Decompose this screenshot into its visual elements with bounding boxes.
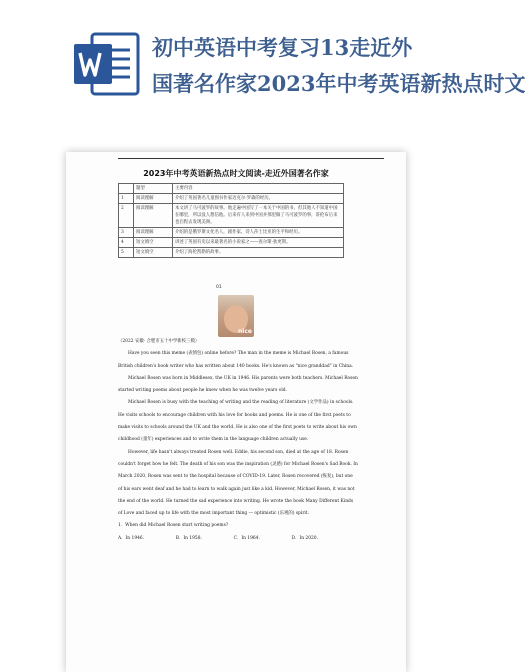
table-cell: 阅读理解 (134, 228, 173, 238)
banner-title-line2: 国著名作家2023年中考英语新热点时文 (152, 71, 525, 96)
table-cell: 阅读理解 (134, 204, 173, 228)
table-header-cell: 题型 (134, 184, 173, 194)
banner-title-line1: 初中英语中考复习13走近外 (152, 35, 413, 60)
table-header-cell: 主要内容 (173, 184, 344, 194)
meme-photo (218, 295, 254, 337)
table-row (119, 248, 344, 258)
header-rule (118, 158, 384, 159)
table-header-row (119, 184, 344, 194)
table-cell: 4 (119, 238, 134, 248)
answer-options (118, 533, 318, 545)
table-cell: 阅读理解 (134, 194, 173, 204)
paragraph: Michael Rosen was born in Middlesex, the UK in 1946. His parents were both teachers. Michael Rosen started writing poems about people he knew when he was twelve years old. (118, 375, 358, 394)
table-cell: 2 (119, 204, 134, 228)
table-cell: 介绍的是俄罗斯文化名人，剧作家、诗人莎士比亚的生平和经历。 (173, 228, 344, 238)
photo-caption: nice (238, 328, 252, 335)
question: 1．When did Michael Rosen start writing poems? (118, 523, 229, 529)
section-number: 01 (216, 285, 222, 290)
paragraph: However, life hasn't always treated Rosen well. Eddie, his second son, died at the age of 18. Rosen couldn't forget how he felt. The death of his son was the inspiration (灵感) for Michael Rosen's Sad Book. In March 2020, Rosen was sent to the hospital because of COVID-19. Later, Rosen recovered (恢复), but one of his ears went deaf and he had to learn to walk again just like a kid. However, Michael Rosen, it was not the end of the world. He turned the sad experience into writing. He wrote the book Many Different Kinds of Love and faced up to life with the most important thing — optimistic (乐观的) spirit. (118, 449, 358, 517)
document-title: 2023年中考英语新热点时文阅读-走近外国著名作家 (143, 169, 329, 178)
table-row (119, 228, 344, 238)
table-cell: 讲述了英国有史以来最著名的小说家之——查尔斯·狄更斯。 (173, 238, 344, 248)
paragraph: Have you seen this meme (表情包) online before? The man in the meme is Michael Rosen, a famous British children's book writer who has written about 140 books. He's known as "nice granddad" in China. (118, 351, 354, 369)
table-cell: 介绍了英国著名儿童图书作家迈克尔·罗森的经历。 (173, 194, 344, 204)
table-cell: 1 (119, 194, 134, 204)
source-line: （2022 安徽· 合肥市五十中学新校三模） (118, 339, 200, 344)
table-cell: 短文填空 (134, 238, 173, 248)
summary-table (118, 183, 344, 258)
option-c: C．In 1964. (233, 535, 260, 541)
banner (0, 0, 525, 140)
option-d: D．In 2020. (291, 535, 318, 541)
table-cell: 介绍了海伦凯勒的故事。 (173, 248, 344, 258)
table-header-cell (119, 184, 134, 194)
option-b: B．In 1958. (175, 535, 202, 541)
table-cell: 本文讲了马可波罗的故事。他走遍中国写了一本关于中国的书，但其他人不知道中国在哪里，所以没人想信他。后来有人来到中国并那里做了马可波罗的事，哥伦布后来也启程去发现美洲。 (173, 204, 344, 228)
table-cell: 5 (119, 248, 134, 258)
table-cell: 3 (119, 228, 134, 238)
banner-title (152, 30, 525, 102)
document-page (66, 152, 406, 672)
paragraph: Michael Rosen is busy with the teaching of writing and the reading of literature (文学作品) in schools. He visits schools to encourage children with his love for books and poems. He is one of the first poets to make visits to schools around the UK and the world. He is also one of the first poets to write about his own childhood (童年) experiences and to write them in the language children actually use. (118, 400, 357, 443)
article-body (118, 336, 358, 545)
table-row (119, 194, 344, 204)
table-row (119, 204, 344, 228)
table-row (119, 238, 344, 248)
option-a: A．In 1946. (118, 535, 145, 541)
table-cell: 短文填空 (134, 248, 173, 258)
word-document-icon (70, 28, 142, 100)
